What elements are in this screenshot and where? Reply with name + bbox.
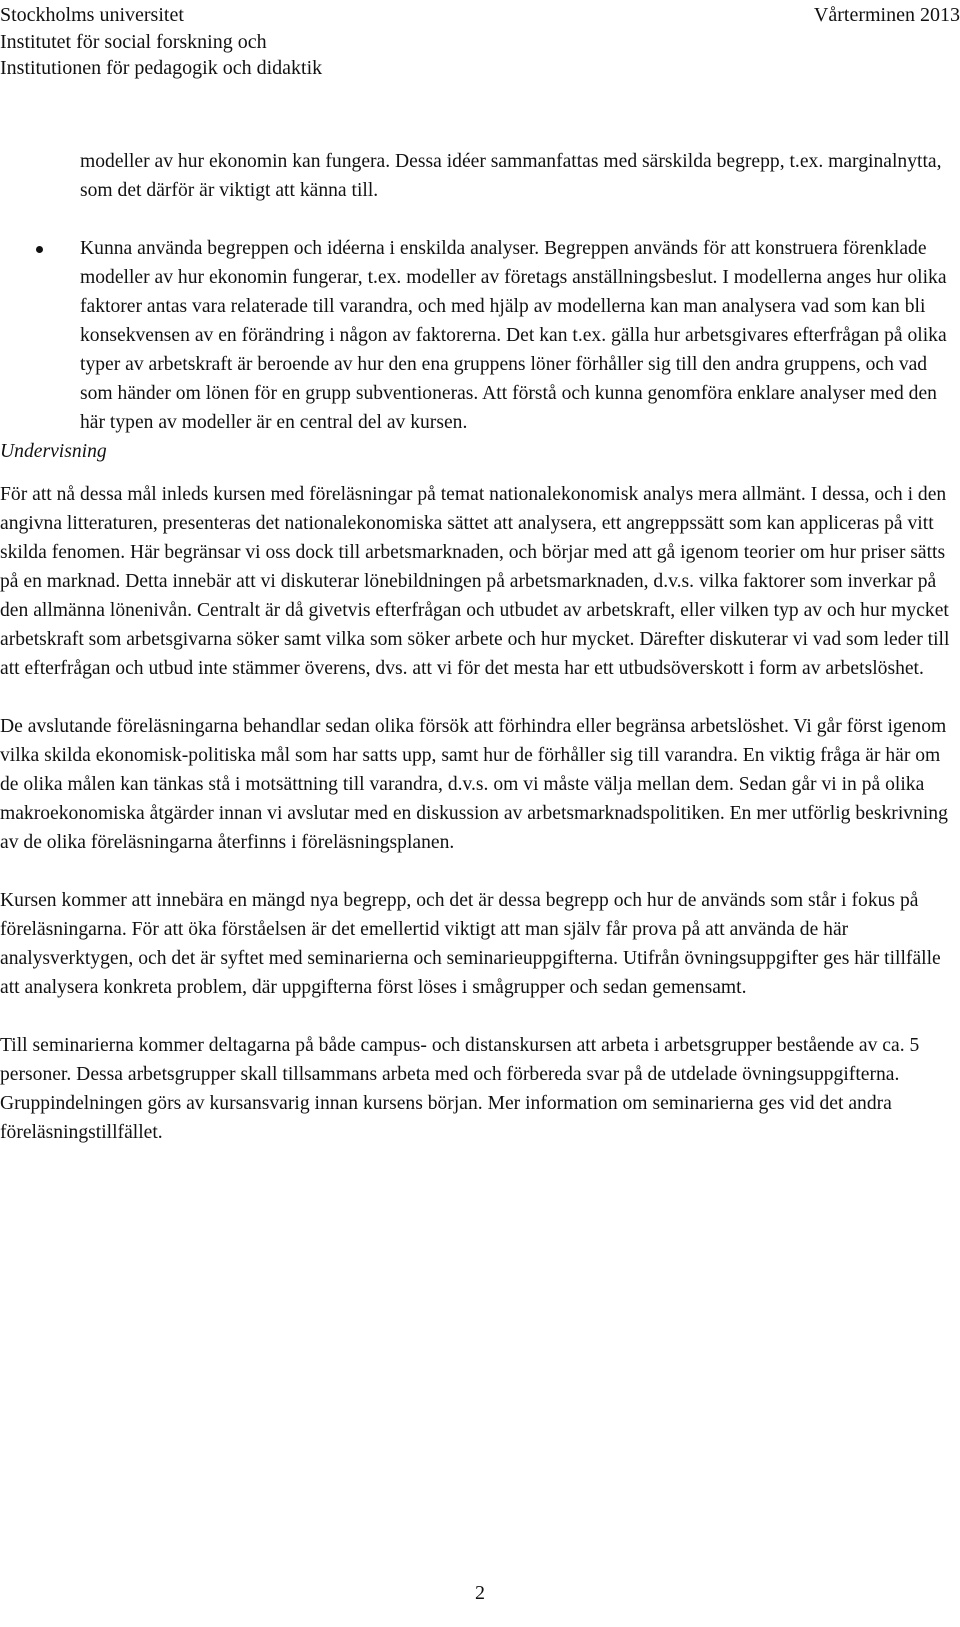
body-paragraph: För att nå dessa mål inleds kursen med föreläsningar på temat nationalekonomisk analys mera allmänt. I dessa, och i den angivna litteraturen, presenteras det nationalekonomiska sättet att analysera, ett angreppssätt som kan appliceras på vitt skilda fenomen. Här begränsar vi oss dock till arbetsmarknaden, och börjar med att gå igenom teorier om hur priser sätts på en marknad. Detta innebär att vi diskuterar lönebildningen på arbetsmarknaden, d.v.s. vilka faktorer som inverkar på den allmänna lönenivån. Centralt är då givetvis efterfrågan och utbudet av arbetskraft, eller vilken typ av och hur mycket arbetskraft som arbetsgivarna söker samt vilka som söker arbete och hur mycket. Därefter diskuterar vi vad som leder till att efterfrågan och utbud inte stämmer överens, dvs. att vi för det mesta har ett utbudsöverskott i form av arbetslöshet. [0, 484, 950, 679]
document-body [0, 147, 960, 1176]
body-paragraph: Kursen kommer att innebära en mängd nya begrepp, och det är dessa begrepp och hur de används som står i fokus på föreläsningarna. För att öka förståelsen är det emellertid viktigt att man själv får prova på att använda de här analysverktygen, och det är syftet med seminarierna och seminarieuppgifterna. Utifrån övningsuppgifter ges här tillfälle att analysera konkreta problem, där uppgifterna först löses i smågrupper och sedan gemensamt. [0, 890, 941, 998]
page-header [0, 2, 960, 82]
body-paragraph: De avslutande föreläsningarna behandlar sedan olika försök att förhindra eller begränsa arbetslöshet. Vi går först igenom vilka skilda ekonomisk-politiska mål som har satts upp, samt hur de förhåller sig till varandra. En viktig fråga är här om de olika målen kan tänkas stå i motsättning till varandra, d.v.s. om vi måste välja mellan dem. Sedan går vi in på olika makroekonomiska åtgärder innan vi avslutar med en diskussion av arbetsmarknadspolitiken. En mer utförlig beskrivning av de olika föreläsningarna återfinns i föreläsningsplanen. [0, 716, 948, 853]
header-university: Stockholms universitet [0, 4, 184, 26]
bullet-text: Kunna använda begreppen och idéerna i enskilda analyser. Begreppen används för att konstruera förenklade modeller av hur ekonomin fungerar, t.ex. modeller av företags anställningsbeslut. I modellerna anges hur olika faktorer antas vara relaterade till varandra, och med hjälp av modellerna kan man analysera vad som kan bli konsekvensen av en förändring i någon av faktorerna. Det kan t.ex. gälla hur arbetsgivares efterfrågan på olika typer av arbetskraft är beroende av hur den ena gruppens löner förhåller sig till den andra gruppens, och vad som händer om lönen för en grupp subventioneras. Att förstå och kunna genomföra enklare analyser med den här typen av modeller är en central del av kursen. [80, 238, 947, 433]
body-paragraph: Till seminarierna kommer deltagarna på både campus- och distanskursen att arbeta i arbetsgrupper bestående av ca. 5 personer. Dessa arbetsgrupper skall tillsammans arbeta med och förbereda svar på de utdelade övningsuppgifterna. Gruppindelningen görs av kursansvarig innan kursens början. Mer information om seminarierna ges vid det andra föreläsningstillfället. [0, 1035, 920, 1143]
section-heading-undervisning: Undervisning [0, 441, 107, 462]
bullet-item [0, 234, 960, 437]
header-term: Vårterminen 2013 [813, 4, 960, 26]
bullet-dot-icon [36, 246, 43, 253]
header-institute-2: Institutionen för pedagogik och didaktik [0, 57, 323, 79]
continued-bullet-text: modeller av hur ekonomin kan fungera. Dessa idéer sammanfattas med särskilda begrepp, t.ex. marginalnytta, som det därför är viktigt att känna till. [80, 151, 942, 201]
page-number: 2 [475, 1582, 485, 1604]
header-institute-1: Institutet för social forskning och [0, 30, 267, 53]
